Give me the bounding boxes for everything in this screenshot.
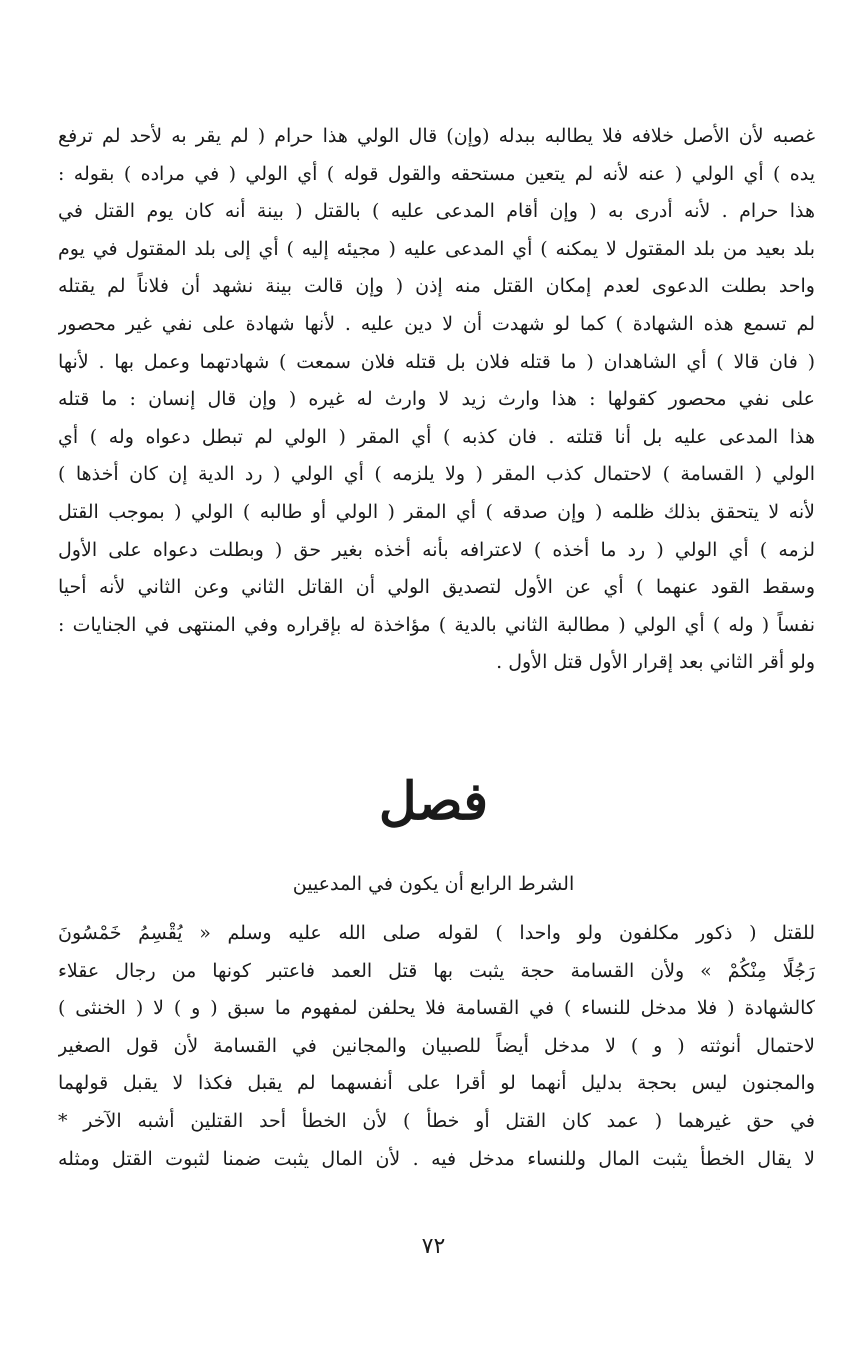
text-line: لم تسمع هذه الشهادة ) كما لو شهدت أن لا دين عليه . لأنها شهادة على نفي غير محصور bbox=[58, 312, 815, 335]
section-heading: فصل bbox=[378, 771, 489, 832]
text-line: وسقط القود عنهما ) أي عن الأول لتصديق الولي أن القاتل الثاني وعن الثاني لأنه أحيا bbox=[58, 576, 815, 599]
text-line: لزمه ) أي الولي ( رد ما أخذه ) لاعترافه بأنه أخذه بغير حق ( وبطلت دعواه على الأول bbox=[58, 538, 815, 561]
text-line: يده ) أي الولي ( عنه لأنه لم يتعين مستحقه والقول قوله ) أي الولي ( في مراده ) بقوله : bbox=[58, 162, 815, 185]
paragraph-top bbox=[58, 118, 815, 682]
text-line: للقتل ( ذكور مكلفون ولو واحدا ) لقوله صلى الله عليه وسلم « يُقْسِمُ خَمْسُونَ bbox=[58, 922, 815, 944]
text-line: بلد بعيد من بلد المقتول لا يمكنه ) أي المدعى عليه ( مجيئه إليه ) أي إلى بلد المقتول في يوم bbox=[58, 237, 815, 260]
text-line: واحد بطلت الدعوى لعدم إمكان القتل منه إذن ( وإن قالت بينة نشهد أن فلاناً لم يقتله bbox=[58, 275, 815, 298]
text-line: نفساً ( وله ) أي الولي ( مطالبة الثاني بالدية ) مؤاخذة له بإقراره وفي المنتهى في الجنايات : bbox=[58, 613, 815, 636]
text-line: ولو أقر الثاني بعد إقرار الأول قتل الأول . bbox=[496, 651, 815, 674]
text-line: غصبه لأن الأصل خلافه فلا يطالبه ببدله (وإن) قال الولي هذا حرام ( لم يقر به لأحد لم ترفع bbox=[58, 125, 815, 147]
text-line: على نفي محصور كقولها : هذا وارث زيد لا وارث له غيره ( وإن قال إنسان : ما قتله bbox=[58, 388, 815, 411]
text-line: كالشهادة ( فلا مدخل للنساء ) في القسامة فلا يحلفن لمفهوم ما سبق ( و ) لا ( الخنثى ) bbox=[58, 997, 815, 1020]
text-line: في حق غيرهما ( عمد كان القتل أو خطأ ) لأن الخطأ أحد القتلين أشبه الآخر * bbox=[58, 1109, 815, 1132]
text-line: الولي ( القسامة ) لاحتمال كذب المقر ( ولا يلزمه ) أي الولي ( رد الدية إن كان أخذها ) bbox=[58, 463, 815, 486]
section-subtitle: الشرط الرابع أن يكون في المدعيين bbox=[292, 873, 575, 895]
text-line: رَجُلًا مِنْكُمْ » ولأن القسامة حجة يثبت بها قتل العمد فاعتبر كونها من رجال عقلاء bbox=[58, 959, 815, 982]
text-line: هذا حرام . لأنه أدرى به ( وإن أقام المدعى عليه ) بالقتل ( بينة أنه كان يوم القتل في bbox=[58, 200, 815, 223]
paragraph-bottom bbox=[58, 915, 815, 1178]
page-number: ٧٢ bbox=[421, 1234, 446, 1259]
text-line: والمجنون ليس بحجة بدليل أنهما لو أقرا على أنفسهما لم يقبل فكذا لا يقبل قولهما bbox=[58, 1072, 815, 1095]
text-line: هذا المدعى عليه بل أنا قتلته . فان كذبه ) أي المقر ( الولي لم تبطل دعواه وله ) أي bbox=[58, 425, 815, 448]
text-line: لا يقال الخطأ يثبت المال وللنساء مدخل فيه . لأن المال يثبت ضمنا لثبوت القتل ومثله bbox=[58, 1147, 815, 1170]
text-line: لأنه لا يتحقق بذلك ظلمه ( وإن صدقه ) أي المقر ( الولي أو طالبه ) الولي ( بموجب القتل bbox=[58, 500, 815, 523]
text-line: ( فان قالا ) أي الشاهدان ( ما قتله فلان بل قتله فلان سمعت ) شهادتهما وعمل بها . لأنها bbox=[58, 350, 815, 373]
text-line: لاحتمال أنوثته ( و ) لا مدخل أيضاً للصبيان والمجانين في القسامة لأن قول الصغير bbox=[58, 1034, 815, 1057]
